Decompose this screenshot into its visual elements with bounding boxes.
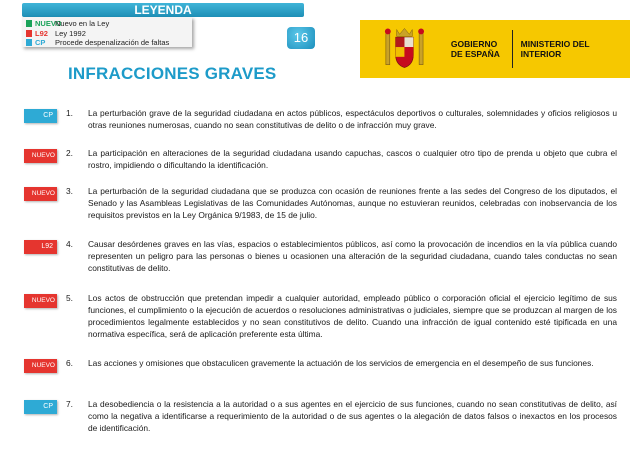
legend — [22, 17, 192, 47]
item-number: 5. — [66, 293, 73, 303]
item-number: 3. — [66, 186, 73, 196]
legend-code: L92 — [35, 28, 48, 38]
government-header — [360, 20, 630, 78]
legend-entry-l92 — [26, 29, 192, 38]
page-number: 16 — [287, 27, 315, 49]
legend-entry-cp — [26, 38, 192, 47]
legend-entry-nuevo — [26, 19, 192, 28]
item-number: 1. — [66, 108, 73, 118]
item-text: Las acciones y omisiones que obstaculicen gravemente la actuación de los servicios de emergencia en el desempeño de sus funciones. — [88, 358, 594, 368]
ministry-name: MINISTERIO DEL INTERIOR — [520, 39, 590, 59]
legend-code: CP — [35, 38, 46, 47]
item-number: 4. — [66, 239, 73, 249]
page-title: INFRACCIONES GRAVES — [68, 64, 277, 83]
legend-description: Nuevo en la Ley — [55, 19, 110, 28]
item-text: La perturbación grave de la seguridad ciudadana en actos públicos, espectáculos deportivos o culturales, solemnidades y oficios religiosos u otras reuniones numerosas, cuando no sean constitutivas de delito o de infracción muy grave. — [88, 108, 617, 130]
status-badge: CP — [24, 109, 57, 123]
item-number: 7. — [66, 399, 73, 409]
status-badge: NUEVO — [24, 294, 57, 308]
legend-swatch-nuevo — [26, 20, 32, 27]
item-number: 2. — [66, 148, 73, 158]
status-badge: NUEVO — [24, 149, 57, 163]
item-text: La desobediencia o la resistencia a la autoridad o a sus agentes en el ejercicio de sus funciones, cuando no sean constitutivas de delito, así como la negativa a identificarse a requerimiento de la autoridad o de sus agentes o la alegación de datos falsos o inexactos en los procesos de identificación. — [88, 399, 617, 433]
government-name: GOBIERNO DE ESPAÑA — [450, 39, 500, 59]
item-text: La perturbación de la seguridad ciudadana que se produzca con ocasión de reuniones frente a las sedes del Congreso de los diputados, el Senado y las Asambleas Legislativas de las Comunidades Autónomas, aunque no estuvieran reunidos, celebradas con inobservancia de los requisitos previstos en la Ley Orgánica 9/1983, de 15 de julio. — [88, 186, 617, 220]
item-text: Los actos de obstrucción que pretendan impedir a cualquier autoridad, empleado público o corporación oficial el ejercicio legítimo de sus funciones, el cumplimiento o la ejecución de acuerdos o resoluciones administrativas o judiciales, siempre que se produzcan al margen de los procedimientos legalmente establecidos y no sean constitutivos de delito. Cuando una infracción de igual contenido esté tipificada en una normativa específica, será de aplicación preferente esta última. — [88, 293, 617, 339]
header-divider — [512, 30, 513, 68]
item-text: La participación en alteraciones de la seguridad ciudadana usando capuchas, cascos o cualquier otro tipo de prenda u objeto que cubra el rostro, impidiendo o dificultando la identificación. — [88, 148, 617, 170]
legend-title: LEYENDA — [22, 3, 304, 17]
item-number: 6. — [66, 358, 73, 368]
status-badge: L92 — [24, 240, 57, 254]
item-text: Causar desórdenes graves en las vías, espacios o establecimientos públicos, así como la provocación de incendios en la vía pública cuando representen un peligro para las personas o bienes u ocasionen una alteración de la seguridad ciudadana, cuando tales conductas no sean constitutivas de delito. — [88, 239, 617, 273]
status-badge: CP — [24, 400, 57, 414]
status-badge: NUEVO — [24, 359, 57, 373]
coat-of-arms-icon — [380, 25, 429, 73]
status-badge: NUEVO — [24, 187, 57, 201]
legend-description: Procede despenalización de faltas — [55, 38, 170, 47]
legend-swatch-cp — [26, 39, 32, 46]
legend-swatch-l92 — [26, 30, 32, 37]
legend-code: NUEVO — [35, 19, 62, 28]
legend-description: Ley 1992 — [55, 28, 86, 38]
